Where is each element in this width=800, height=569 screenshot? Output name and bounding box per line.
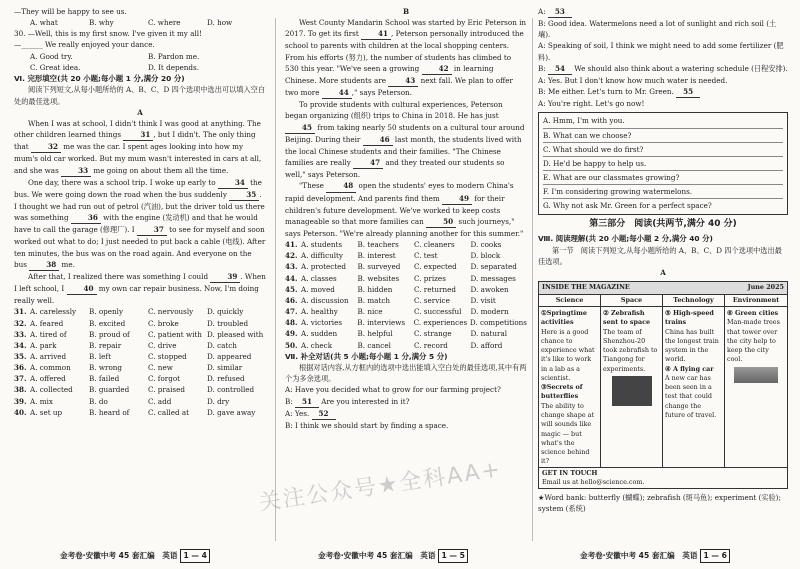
instruction: 根据对话内容,从方框内的选项中选出能填入空白处的最佳选项,其中有两个为多余选项。: [285, 363, 527, 384]
option: B. heard of: [89, 407, 130, 417]
magazine-title: INSIDE THE MAGAZINE: [542, 283, 630, 292]
choice-item: C. What should we do first?: [543, 143, 783, 157]
option: D. appeared: [207, 352, 252, 361]
option: D. It depends.: [148, 62, 199, 72]
option: A. tired of: [30, 329, 67, 339]
passage-label: B: [402, 7, 410, 16]
option: D. block: [470, 251, 501, 261]
option: A. moved: [301, 284, 335, 294]
option: B. cancel: [357, 340, 391, 350]
option: A. feared: [30, 318, 64, 328]
section-heading: Ⅶ. 补全对话(共 5 小题;每小题 1 分,满分 5 分): [285, 351, 448, 361]
option: D. gave away: [207, 407, 256, 417]
question-number: 42.: [285, 251, 298, 261]
contact-email: Email us at hello@science.com.: [542, 478, 645, 486]
article-title: ⑥ Green cities: [727, 308, 779, 317]
magazine-column: [725, 295, 787, 467]
question-number: 31.: [14, 307, 27, 317]
section-heading: Ⅷ. 阅读理解(共 20 小题;每小题 2 分,满分 40 分): [538, 234, 713, 244]
article-title: ⑤ High-speed trains: [665, 308, 714, 327]
option: B. left: [89, 352, 111, 361]
option: C. strange: [414, 329, 452, 339]
option: B. failed: [89, 374, 120, 384]
option: D. quickly: [207, 307, 244, 317]
option: D. messages: [470, 273, 516, 283]
article-body: The ability to change shape at will sounds like magic — but what's the science behind it?: [541, 401, 595, 466]
option: D. catch: [207, 340, 237, 350]
option: B. do: [89, 396, 108, 406]
choice-item: B. What can we choose?: [543, 129, 783, 143]
option: D. awoken: [470, 284, 509, 294]
contact-heading: GET IN TOUCH: [542, 468, 598, 477]
option: D. visit: [470, 295, 496, 305]
option: C. nervously: [148, 307, 194, 317]
options-row: [14, 17, 266, 28]
option: C. where: [148, 18, 181, 28]
option-row: [285, 328, 527, 339]
question-number: 45.: [285, 284, 298, 294]
option: A. park: [30, 340, 57, 350]
blank: 35: [229, 189, 259, 201]
blank: 31: [123, 129, 153, 141]
magazine-columns: [539, 295, 787, 467]
option: D. similar: [207, 363, 243, 373]
dialogue-line: B: 54 We should also think about a watering schedule (日程安排).: [538, 63, 788, 75]
option: C. praised: [148, 385, 185, 395]
option: A. difficulty: [301, 251, 343, 261]
option: A. discussion: [301, 295, 349, 305]
option: C. record: [414, 340, 448, 350]
page-number: 1 — 5: [438, 549, 467, 563]
option: A. common: [30, 363, 71, 373]
instruction: 阅读下列短文,从每小题所给的 A、B、C、D 四个选项中选出可以填入空白处的最佳选项。: [14, 85, 266, 106]
article-body: A new car has been seen in a test that could change the future of travel.: [665, 373, 717, 420]
choice-item: F. I'm considering growing watermelons.: [543, 185, 783, 199]
option-row: [14, 351, 266, 362]
option: A. check: [301, 340, 333, 350]
option-row: [285, 306, 527, 317]
question-number: 49.: [285, 329, 298, 339]
option: A. offered: [30, 374, 66, 384]
option: A. healthy: [301, 307, 338, 317]
option-row: [14, 306, 266, 317]
option: C. add: [148, 396, 172, 406]
dialogue-line: B: I think we should start by finding a space.: [285, 420, 449, 430]
blank: 45: [285, 122, 315, 134]
blank: 43: [388, 75, 418, 87]
blank: 39: [210, 271, 240, 283]
article-title: ③Secrets of butterflies: [541, 383, 583, 401]
city-photo: [734, 367, 778, 383]
option: D. cooks: [470, 240, 502, 250]
blank: 36: [71, 212, 101, 224]
article-title: ①Springtime activities: [541, 308, 587, 327]
footer-3: 金考卷·安徽中考 45 套汇编 英语 1 — 6: [580, 549, 730, 563]
option: B. hidden: [357, 284, 393, 294]
option: C. Great idea.: [30, 62, 81, 72]
column-heading: Space: [601, 295, 662, 307]
question-number: 34.: [14, 340, 27, 350]
option-row: [285, 239, 527, 250]
question-number: 33.: [14, 329, 27, 339]
option-row: [14, 340, 266, 351]
rocket-photo: [612, 376, 652, 406]
magazine-footer: [539, 467, 787, 489]
option: C. forgot: [148, 374, 181, 384]
blank: 50: [426, 216, 456, 228]
article-title: ② Zebrafish sent to space: [603, 308, 651, 327]
blank: 40: [67, 283, 97, 295]
option-row: [285, 317, 527, 328]
option: D. separated: [470, 262, 517, 272]
option: C. stopped: [148, 352, 187, 361]
option: B. match: [357, 295, 390, 305]
option-row: [285, 273, 527, 284]
option: A. sudden: [301, 329, 338, 339]
watermark: 关注公众号★全科AA+: [257, 457, 504, 516]
option: C. broke: [148, 318, 179, 328]
option: C. called at: [148, 407, 190, 417]
column-1: [14, 6, 266, 545]
paragraph-1: When I was at school, I didn't think I was good at anything. The other children learned things 31 , but I didn't. The only thing that 32 me was the car. I spent ages looking into how my mum's old car worked. But my mum wasn't interested in cars at all, and she was 33 me going on about them all the time.: [14, 118, 266, 177]
article-body: Here is a good chance to experience what it's like to work in a lab as a scientist.: [541, 327, 595, 382]
option: D. troubled: [207, 318, 249, 328]
option: D. natural: [470, 329, 508, 339]
blank: 34: [218, 177, 248, 189]
question-number: 50.: [285, 340, 298, 350]
question-number: 47.: [285, 307, 298, 317]
choice-item: E. What are our classmates growing?: [543, 171, 783, 185]
choice-box: [538, 112, 788, 214]
passage-label: A: [660, 268, 666, 278]
text-line: —They will be happy to see us.: [14, 7, 127, 16]
magazine-column: [539, 295, 601, 467]
article-title: ④ A flying car: [665, 364, 714, 373]
section-heading: Ⅵ. 完形填空(共 20 小题;每小题 1 分,满分 20 分): [14, 73, 185, 83]
question-30: 30. —Well, this is my first snow. I've given it my all!: [14, 29, 202, 39]
dialogue-line: A: You're right. Let's go now!: [538, 99, 645, 109]
question-number: 32.: [14, 318, 27, 328]
option: A. mix: [30, 396, 53, 406]
option: A. victories: [301, 318, 343, 328]
option: A. carelessly: [30, 307, 77, 317]
option: A. protected: [301, 262, 347, 272]
paragraph-3: "These 48 open the students' eyes to modern China's rapid development. And parents find them 49 for their children's future development. We've worked to keep costs manageable so that more families can 50 such journeys," says Peterson. "We're already planning another for this summer.": [285, 181, 524, 238]
column-divider: [532, 18, 533, 541]
dialogue-line: A: 53: [538, 6, 788, 18]
magazine-column: [663, 295, 725, 467]
dialogue-line: A: Yes. 52: [285, 408, 527, 420]
option: B. surveyed: [357, 262, 401, 272]
footer-2: 金考卷·安徽中考 45 套汇编 英语 1 — 5: [318, 549, 468, 563]
option: A. arrived: [30, 352, 67, 361]
page-number: 1 — 4: [180, 549, 209, 563]
question-number: 48.: [285, 318, 298, 328]
option: D. pleased with: [207, 329, 264, 339]
option: D. afford: [470, 340, 503, 350]
option: C. new: [148, 363, 173, 373]
magazine-contents: [538, 281, 788, 489]
blank: 51: [295, 396, 319, 408]
paragraph-2: One day, there was a school trip. I woke up early to 34 the bus. We were going down the road when the bus suddenly 35 . I thought we had run out of petrol (汽油), but the driver told us there was something 36 with the engine (发动机) and that he would have to call the garage (修理厂). I 37 to see for myself and soon worked out what to do; I just needed to put back a cable (电线). After ten minutes, the bus was on the road again. And everyone on the bus 38 me.: [14, 177, 266, 271]
option: B. websites: [357, 273, 400, 283]
question-number: 46.: [285, 295, 298, 305]
blank: 32: [31, 141, 61, 153]
option-row: [14, 407, 266, 418]
dialogue-line: B: Me either. Let's turn to Mr. Green. 55: [538, 86, 788, 98]
blank: 53: [548, 6, 572, 18]
dialogue-line: A: Have you decided what to grow for our farming project?: [285, 385, 501, 395]
column-heading: Science: [539, 295, 600, 307]
option: D. modern: [470, 307, 509, 317]
option-row: [285, 250, 527, 261]
option: C. successful: [414, 307, 462, 317]
option: C. experiences: [413, 318, 468, 328]
option: B. wrong: [89, 363, 122, 373]
magazine-header: [539, 282, 787, 294]
question-30-reply: —______ We really enjoyed your dance.: [14, 40, 155, 50]
options-30: [14, 51, 266, 73]
option: B. why: [89, 18, 114, 28]
paragraph-2: To provide students with cultural experiences, Peterson began organizing (组织) trips to China in 2018. He has just 45 from taking nearly 50 students on a cultural tour around Beijing. During their 46 last month, the students lived with the local Chinese students and their families. "The Chinese families are really 47 and they treated our students so well," says Peterson.: [285, 100, 525, 180]
question-number: 41.: [285, 240, 298, 250]
blank: 42: [422, 63, 452, 75]
article-body: China has built the longest train system in the world.: [665, 327, 719, 364]
option: C. test: [414, 251, 438, 261]
column-heading: Environment: [725, 295, 787, 307]
option: B. Pardon me.: [148, 51, 200, 61]
option: B. helpful: [357, 329, 393, 339]
blank: 54: [548, 63, 572, 75]
paragraph-3: After that, I realized there was something I could 39 . When I left school, I 40 my own car repair business. Now, I'm doing really well.: [14, 271, 266, 306]
question-number: 38.: [14, 385, 27, 395]
footer-1: 金考卷·安徽中考 45 套汇编 英语 1 — 4: [60, 549, 210, 563]
option: B. interviews: [357, 318, 406, 328]
question-number: 44.: [285, 273, 298, 283]
part-heading: 第三部分 阅读(共两节,满分 40 分): [589, 218, 737, 229]
option: A. Good try.: [30, 51, 73, 61]
option: C. returned: [414, 284, 456, 294]
blank: 46: [363, 134, 393, 146]
blank: 48: [326, 180, 356, 192]
magazine-date: June 2025: [747, 283, 784, 292]
options-list: [285, 239, 527, 351]
column-3: [538, 6, 788, 545]
choice-item: A. Hmm, I'm with you.: [543, 114, 783, 128]
option: D. competitions: [469, 318, 527, 328]
passage-label: A: [137, 107, 143, 117]
option: C. patient with: [148, 329, 202, 339]
option-row: [285, 261, 527, 272]
choice-item: D. He'd be happy to help us.: [543, 157, 783, 171]
option: D. dry: [207, 396, 230, 406]
option: B. proud of: [89, 329, 130, 339]
option: A. classes: [301, 273, 337, 283]
blank: 41: [361, 28, 391, 40]
column-heading: Technology: [663, 295, 724, 307]
dialogue: [538, 6, 788, 109]
option-row: [14, 396, 266, 407]
option: C. service: [414, 295, 450, 305]
option-row: [14, 362, 266, 373]
option: C. cleaners: [414, 240, 455, 250]
option: B. repair: [89, 340, 122, 350]
question-number: 43.: [285, 262, 298, 272]
option: A. collected: [30, 385, 73, 395]
option-row: [14, 318, 266, 329]
blank: 44: [322, 87, 352, 99]
blank: 37: [137, 224, 167, 236]
option: C. drive: [148, 340, 177, 350]
dialogue-line: B: Good idea. Watermelons need a lot of sunlight and rich soil (土壤).: [538, 19, 777, 40]
option: B. nice: [357, 307, 383, 317]
choice-item: G. Why not ask Mr. Green for a perfect space?: [543, 201, 712, 211]
option: D. controlled: [207, 385, 255, 395]
option: A. students: [301, 240, 343, 250]
options-list: [14, 306, 266, 418]
blank: 52: [312, 408, 336, 420]
option-row: [285, 284, 527, 295]
option-row: [14, 384, 266, 395]
question-number: 35.: [14, 352, 27, 361]
option: B. teachers: [357, 240, 399, 250]
option: B. guarded: [89, 385, 130, 395]
question-number: 36.: [14, 363, 27, 373]
option-row: [285, 340, 527, 351]
column-divider: [275, 18, 276, 541]
option-row: [14, 373, 266, 384]
option: B. interest: [357, 251, 396, 261]
option-row: [14, 329, 266, 340]
word-bank: ★Word bank: butterfly (蝴蝶); zebrafish (斑马鱼); experiment (实验); system (系统): [538, 493, 781, 514]
article-body: The team of Shenzhou-20 took zebrafish to Tiangong for experiments.: [603, 327, 658, 373]
page-number: 1 — 6: [700, 549, 729, 563]
option: C. prizes: [414, 273, 446, 283]
page-footer: [0, 549, 800, 563]
paragraph-1: West County Mandarin School was started by Eric Peterson in 2017. To get its first 41 , Peterson personally introduced the school to parents with children at the local shopping centers. From his efforts (努力), the number of students has climbed to 530 this year. "We've seen a growing 42 in learning Chinese. More students are 43 next fall. We plan to offer two more 44 ," says Peterson.: [285, 17, 527, 99]
option: C. expected: [414, 262, 457, 272]
instruction: 第一节 阅读下列短文,从每小题所给的 A、B、C、D 四个选项中选出最佳选项。: [538, 245, 782, 267]
option: B. excited: [89, 318, 126, 328]
blank: 47: [353, 157, 383, 169]
article-body: Man-made trees that tower over the city help to keep the city cool.: [727, 318, 780, 364]
magazine-column: [601, 295, 663, 467]
question-number: 39.: [14, 396, 27, 406]
option: B. openly: [89, 307, 124, 317]
dialogue-line: B: 51 Are you interested in it?: [285, 396, 527, 408]
dialogue-line: A: Yes. But I don't know how much water is needed.: [538, 75, 728, 85]
blank: 33: [61, 165, 91, 177]
dialogue-line: A: Speaking of soil, I think we might need to add some fertilizer (肥料).: [538, 41, 784, 62]
option: A. what: [30, 18, 58, 28]
option: D. refused: [207, 374, 245, 384]
option-row: [285, 295, 527, 306]
blank: 38: [29, 259, 59, 271]
question-number: 40.: [14, 407, 27, 417]
question-number: 37.: [14, 374, 27, 384]
option: D. how: [207, 18, 233, 28]
blank: 49: [442, 193, 472, 205]
option: A. set up: [30, 407, 63, 417]
blank: 55: [676, 86, 700, 98]
